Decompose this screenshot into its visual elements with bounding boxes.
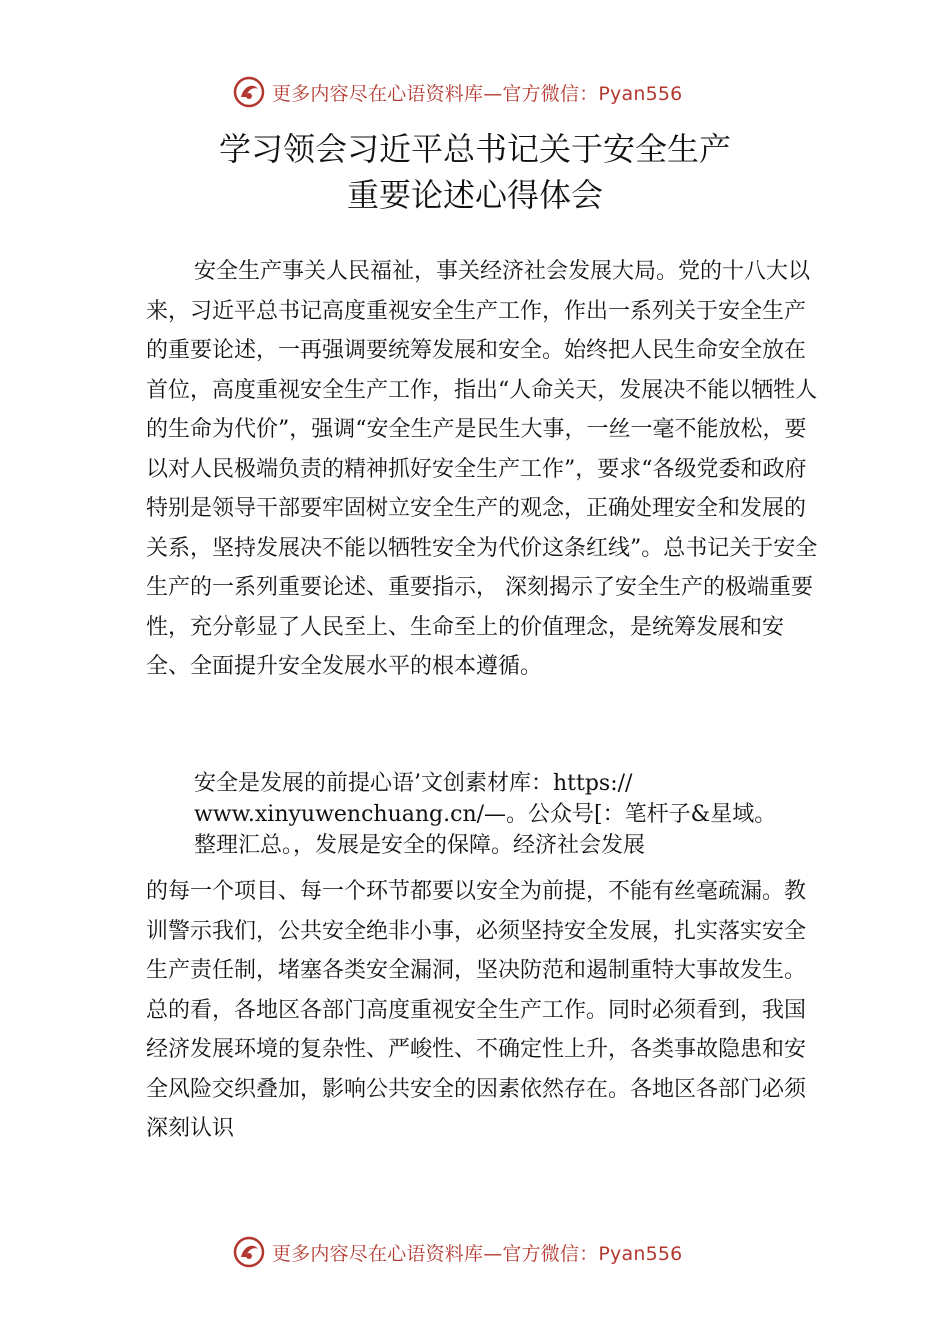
footer-watermark-banner <box>232 1234 752 1270</box>
paragraph-2-line-1: 安全是发展的前提心语’文创素材库：https:// <box>194 771 633 796</box>
paragraph-2 <box>194 768 824 861</box>
title-line-1: 学习领会习近平总书记关于安全生产 <box>218 130 731 168</box>
paragraph-1: 安全生产事关人民福祉，事关经济社会发展大局。党的十八大以来，习近平总书记高度重视安全生产工作，作出一系列关于安全生产的重要论述，一再强调要统筹发展和安全。始终把人民生命安全放在首位，高度重视安全生产工作，指出“人命关天，发展决不能以牺牲人的生命为代价”，强调“安全生产是民生大事，一丝一毫不能放松，要以对人民极端负责的精神抓好安全生产工作”，要求“各级党委和政府特别是领导干部要牢固树立安全生产的观念，正确处理安全和发展的关系，坚持发展决不能以牺牲安全为代价这条红线”。总书记关于安全生产的一系列重要论述、重要指示， 深刻揭示了安全生产的极端重要性，充分彰显了人民至上、生命至上的价值理念，是统筹发展和安全、全面提升安全发展水平的根本遵循。 <box>146 259 818 679</box>
paragraph-2-line-2: www.xinyuwenchuang.cn/—。公众号[：笔杆子&星域。 <box>194 802 777 827</box>
paragraph-2-line-3: 整理汇总。，发展是安全的保障。经济社会发展 <box>194 833 646 858</box>
header-watermark-text: 更多内容尽在心语资料库—官方微信：Pyan556 <box>272 82 683 105</box>
title-line-2: 重要论述心得体会 <box>346 176 603 214</box>
header-watermark-banner <box>232 74 752 110</box>
logo-icon <box>232 1235 266 1269</box>
footer-watermark-text: 更多内容尽在心语资料库—官方微信：Pyan556 <box>272 1242 683 1265</box>
paragraph-3: 的每一个项目、每一个环节都要以安全为前提，不能有丝毫疏漏。教训警示我们，公共安全绝非小事，必须坚持安全发展，扎实落实安全生产责任制，堵塞各类安全漏洞，坚决防范和遏制重特大事故发生。总的看，各地区各部门高度重视安全生产工作。同时必须看到，我国经济发展环境的复杂性、严峻性、不确定性上升，各类事故隐患和安全风险交织叠加，影响公共安全的因素依然存在。各地区各部门必须深刻认识 <box>146 879 807 1141</box>
page-title <box>0 126 950 218</box>
logo-icon <box>232 75 266 109</box>
